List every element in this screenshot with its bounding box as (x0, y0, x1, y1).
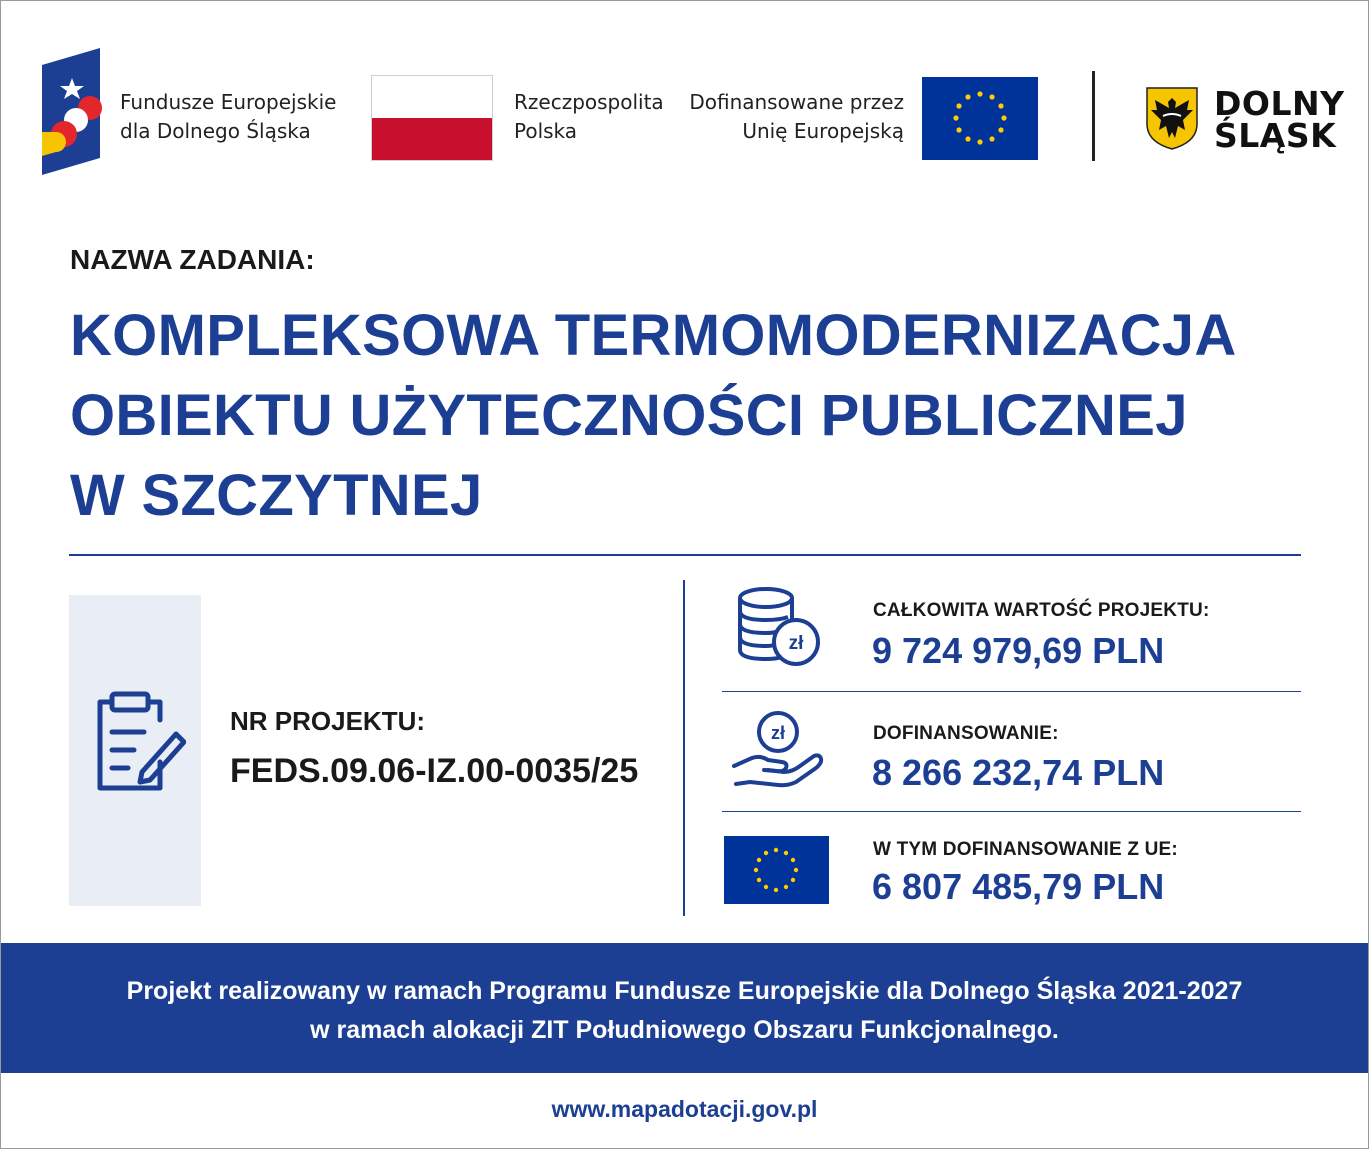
eu-cofinancing-label: W TYM DOFINANSOWANIE Z UE: (873, 839, 1178, 860)
eu-funding-text (680, 88, 904, 146)
total-value-label: CAŁKOWITA WARTOŚĆ PROJEKTU: (873, 600, 1210, 621)
title-divider (69, 554, 1301, 556)
footer-text (1, 943, 1368, 1050)
cofinancing-label: DOFINANSOWANIE: (873, 723, 1059, 744)
cofinancing-amount: 8 266 232,74 PLN (872, 752, 1165, 793)
coins-icon-text: zł (788, 633, 804, 654)
total-value-amount: 9 724 979,69 PLN (872, 630, 1165, 671)
rp-line1: Rzeczpospolita (514, 90, 664, 114)
footer-line2: w ramach alokacji ZIT Południowego Obszaru Funkcjonalnego. (310, 1016, 1059, 1044)
coins-icon (736, 586, 824, 668)
eu-cofinancing-amount: 6 807 485,79 PLN (872, 866, 1165, 907)
finance-divider-1 (722, 691, 1301, 692)
rp-logo-text (514, 88, 664, 146)
dolny-slask-eagle-icon (1145, 86, 1199, 150)
hand-coin-icon-text: zł (770, 723, 786, 743)
task-label: NAZWA ZADANIA: (70, 244, 315, 275)
footer-line1: Projekt realizowany w ramach Programu Fundusze Europejskie dla Dolnego Śląska 2021-2027 (126, 977, 1243, 1005)
clipboard-icon (94, 690, 186, 794)
finance-divider-2 (722, 811, 1301, 812)
fe-logo-line1: Fundusze Europejskie (120, 90, 337, 114)
ds-line1: DOLNY (1214, 84, 1345, 123)
task-title-line3: W SZCZYTNEJ (70, 463, 483, 528)
rp-line2: Polska (514, 119, 578, 143)
polish-flag-icon (371, 75, 493, 161)
website-link[interactable]: www.mapadotacji.gov.pl (551, 1096, 818, 1122)
eu-line1: Dofinansowane przez (689, 90, 904, 114)
task-title-line2: OBIEKTU UŻYTECZNOŚCI PUBLICZNEJ (70, 383, 1188, 448)
eu-flag-icon (922, 77, 1038, 160)
eu-flag-icon (724, 836, 829, 904)
fe-logo-line2: dla Dolnego Śląska (120, 119, 311, 143)
column-divider (683, 580, 685, 916)
eu-line2: Unię Europejską (742, 119, 904, 143)
dolny-slask-text (1214, 84, 1345, 155)
hand-coin-icon (730, 710, 824, 788)
fundusze-europejskie-logo-icon (42, 48, 102, 175)
fe-logo-text (120, 88, 336, 146)
header-separator (1092, 71, 1095, 161)
task-title (70, 296, 1237, 536)
ds-line2: ŚLĄSK (1214, 116, 1337, 155)
task-title-line1: KOMPLEKSOWA TERMOMODERNIZACJA (70, 303, 1237, 368)
project-number-value: FEDS.09.06-IZ.00-0035/25 (230, 752, 639, 790)
project-number-label: NR PROJEKTU: (230, 706, 426, 736)
footer-band (1, 943, 1368, 1073)
